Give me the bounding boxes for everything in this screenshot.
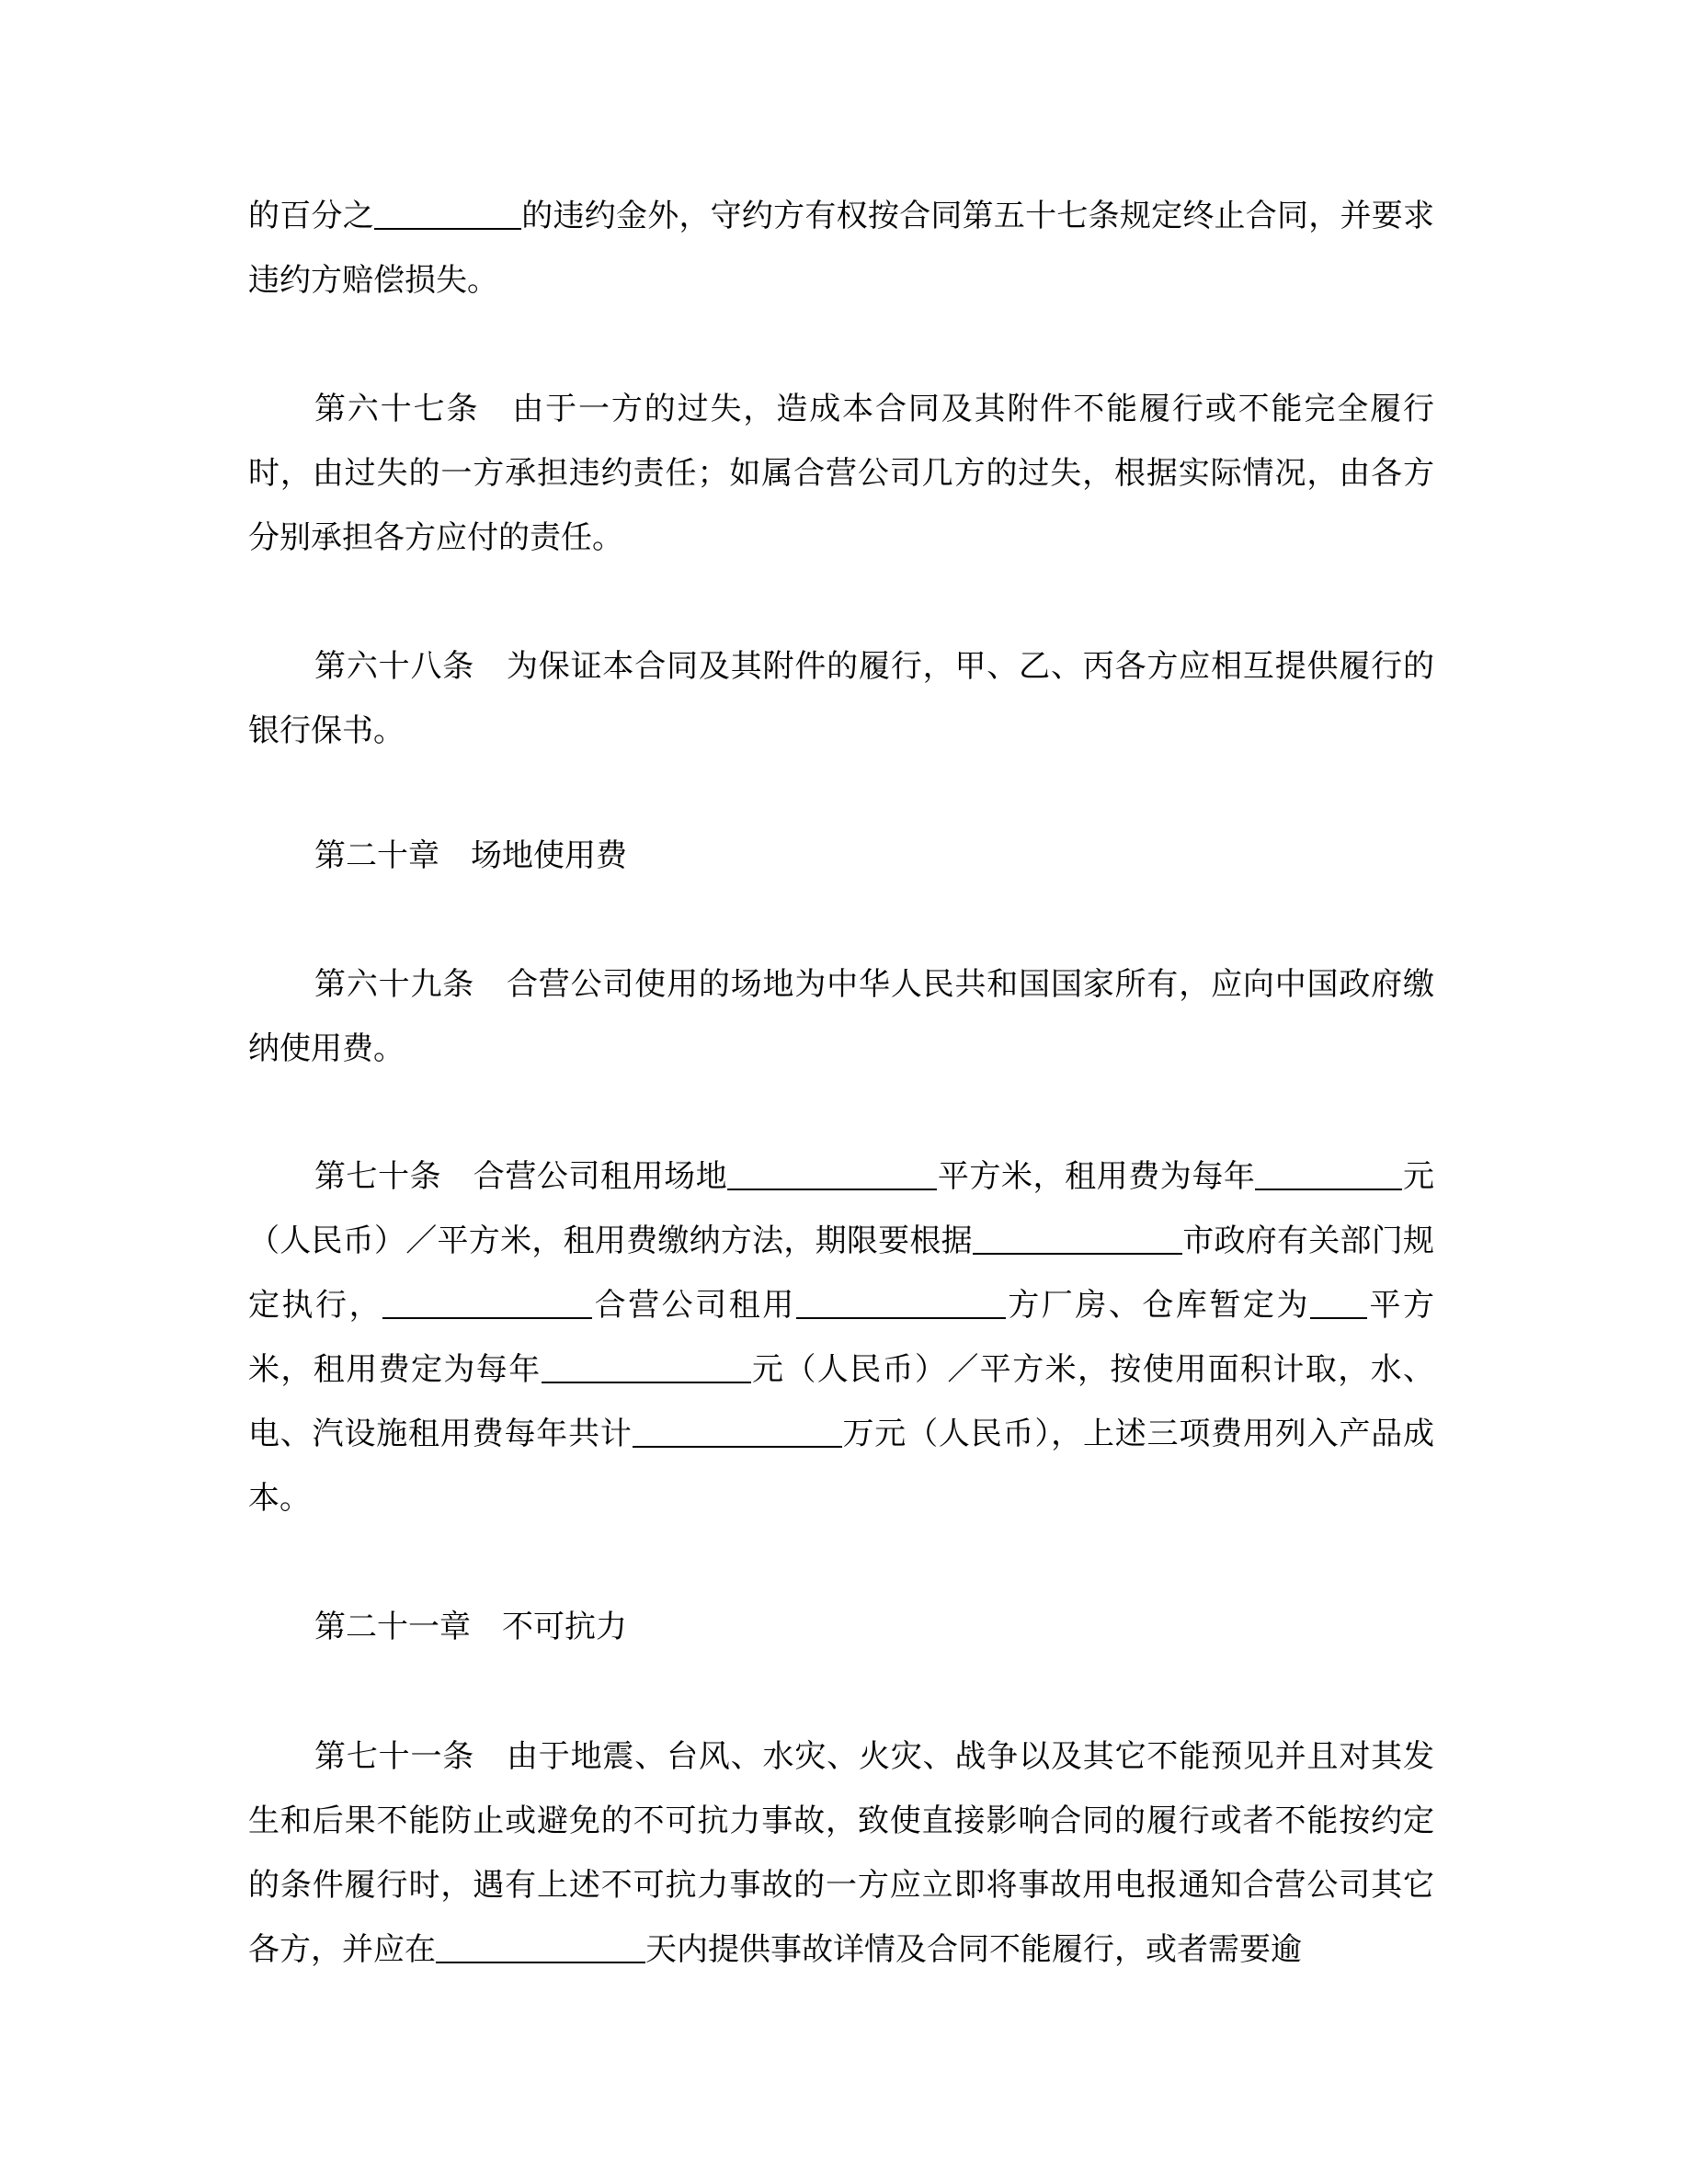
article-text: 由于一方的过失，造成本合同及其附件不能履行或不能完全履行时，由过失的一方承担违约责任；如属合营公司几方的过失，根据实际情况，由各方分别承担各方应付的责任。: [248, 391, 1435, 556]
article-number: 第六十九条: [314, 966, 475, 1003]
text-segment: 合营公司租用场地: [473, 1158, 728, 1195]
article-68: [248, 634, 1434, 763]
article-number: 第七十条: [314, 1158, 442, 1195]
blank-field: [436, 1930, 645, 1963]
blank-field: [973, 1222, 1182, 1255]
article-text: 合营公司使用的场地为中华人民共和国国家所有，应向中国政府缴纳使用费。: [248, 966, 1435, 1067]
article-70: [248, 1144, 1434, 1530]
chapter-20-heading: [248, 824, 1434, 888]
article-number: 第六十八条: [314, 648, 475, 685]
chapter-21-heading: [248, 1595, 1434, 1659]
text-segment: 方厂房、仓库暂定为: [1005, 1287, 1310, 1324]
text-segment: 平方米，租用费定为每年: [248, 1287, 1435, 1388]
article-text: 为保证本合同及其附件的履行，甲、乙、丙各方应相互提供履行的银行保书。: [248, 648, 1435, 749]
blank-field: [1255, 1157, 1402, 1190]
text-segment: 万元（人民币），上述三项费用列入产品成本。: [248, 1416, 1435, 1517]
blank-field: [374, 197, 521, 230]
blank-field: [542, 1350, 751, 1383]
blank-field: [796, 1286, 1006, 1319]
text-segment: 的百分之: [248, 198, 374, 234]
article-71: [248, 1724, 1434, 1982]
text-segment: 平方米，租用费为每年: [937, 1158, 1256, 1195]
blank-field: [633, 1415, 842, 1448]
paragraph-continuation: [248, 184, 1434, 313]
blank-field: [1310, 1286, 1367, 1319]
chapter-title: 不可抗力: [502, 1609, 627, 1645]
article-67: [248, 377, 1434, 570]
text-segment: 由于地震、台风、水灾、火灾、战争以及其它不能预见并且对其发生和后果不能防止或避免的不可抗力事故，致使直接影响合同的履行或者不能按约定的条件履行时，遇有上述不可抗力事故的一方应立即将事故用电报通知合营公司其它各方，并应在: [248, 1738, 1435, 1968]
text-segment: 市政府有关部门规定执行，: [248, 1223, 1435, 1324]
blank-field: [382, 1286, 592, 1319]
chapter-title: 场地使用费: [471, 837, 627, 874]
blank-field: [727, 1157, 937, 1190]
text-segment: 的违约金外，守约方有权按合同第五十七条规定终止合同，并要求违约方赔偿损失。: [248, 198, 1435, 299]
text-segment: 元（人民币）／平方米，租用费缴纳方法，期限要根据: [248, 1158, 1435, 1259]
chapter-number: 第二十章: [314, 837, 439, 874]
article-69: [248, 952, 1434, 1081]
article-number: 第六十七条: [314, 391, 480, 427]
text-segment: 天内提供事故详情及合同不能履行，或者需要逾: [645, 1931, 1302, 1968]
article-number: 第七十一条: [314, 1738, 475, 1775]
chapter-number: 第二十一章: [314, 1609, 471, 1645]
text-segment: 元（人民币）／平方米，按使用面积计取，水、电、汽设施租用费每年共计: [248, 1351, 1435, 1452]
text-segment: 合营公司租用: [592, 1287, 796, 1324]
